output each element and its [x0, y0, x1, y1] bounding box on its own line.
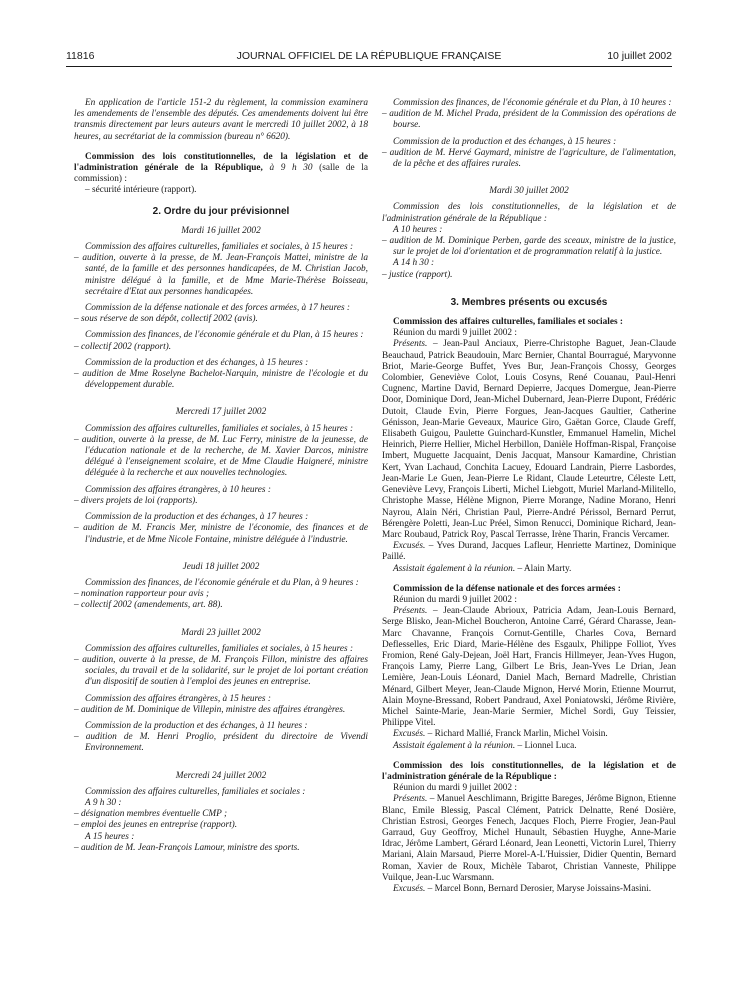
- agenda-item: – audition de M. Michel Prada, président de la Commission des opérations de bourse.: [382, 109, 676, 131]
- commission-entry: Commission des lois constitutionnelles, de la législation et de l'administration générale de la République :: [382, 202, 676, 224]
- agenda-item: – audition, ouverte à la presse, de M. Luc Ferry, ministre de la jeunesse, de l'éducation nationale et de la recherche, de M. Xavier Darcos, ministre délégué à l'enseignement scolaire, et de Mme Claudie Haigneré, ministre déléguée à la recherche et aux nouvelles technologies.: [74, 434, 368, 479]
- left-column: [74, 98, 368, 854]
- journal-title: JOURNAL OFFICIEL DE LA RÉPUBLIQUE FRANÇAISE: [236, 50, 502, 62]
- agenda-item: – désignation membres éventuelle CMP ;: [74, 809, 228, 820]
- excused-list: [382, 729, 676, 740]
- commission-entry: Commission de la production et des échanges, à 15 heures :: [85, 357, 309, 368]
- lois-heading-time: à 9 h 30: [269, 163, 313, 174]
- attending-label: Assistait également à la réunion.: [393, 740, 516, 751]
- time-heading: A 14 h 30 :: [393, 258, 435, 269]
- present-label: Présents.: [393, 339, 428, 350]
- issue-date: 10 juillet 2002: [607, 50, 672, 62]
- time-heading: A 10 heures :: [393, 224, 443, 235]
- commission-entry: Commission des finances, de l'économie générale et du Plan, à 9 heures :: [85, 577, 359, 588]
- agenda-item: – audition de M. Jean-François Lamour, ministre des sports.: [74, 842, 300, 853]
- excused-names: – Yves Durand, Jacques Lafleur, Henriette Martinez, Dominique Paillé.: [382, 541, 676, 563]
- excused-label: Excusés.: [393, 729, 426, 740]
- commission-entry: Commission des affaires culturelles, familiales et sociales :: [85, 786, 306, 797]
- time-heading: A 9 h 30 :: [85, 797, 122, 808]
- commission-entry: Commission des affaires culturelles, familiales et sociales, à 15 heures :: [85, 242, 354, 253]
- agenda-item: – audition, ouverte à la presse, de M. François Fillon, ministre des affaires sociales, du travail et de la solidarité, sur le projet de loi portant création d'un dispositif de soutien à l'emploi des jeunes en entreprise.: [74, 654, 368, 688]
- attendance-commission-title: Commission des lois constitutionnelles, de la législation et de l'administration générale de la République :: [382, 760, 676, 782]
- excused-names: – Richard Mallié, Franck Marlin, Michel Voisin.: [425, 729, 608, 740]
- day-heading: Mardi 30 juillet 2002: [489, 186, 569, 197]
- commission-entry: Commission de la production et des échanges, à 15 heures :: [393, 136, 617, 147]
- excused-list: [382, 541, 676, 563]
- attendance-commission-title: Commission des affaires culturelles, familiales et sociales :: [393, 317, 623, 328]
- present-label: Présents.: [393, 606, 428, 617]
- attendance-commission-title: Commission de la défense nationale et des forces armées :: [393, 583, 621, 594]
- page-header: [66, 50, 672, 66]
- lois-heading-bold: Commission des lois constitutionnelles, de la législation et de l'administration générale de la République,: [74, 151, 368, 174]
- lois-commission-heading: [74, 152, 368, 186]
- agenda-item: – emploi des jeunes en entreprise (rapport).: [74, 820, 238, 831]
- attending-list: [382, 741, 676, 752]
- present-list: [382, 339, 676, 541]
- excused-label: Excusés.: [393, 541, 426, 552]
- present-label: Présents.: [393, 794, 428, 805]
- time-heading: A 15 heures :: [85, 831, 135, 842]
- present-list: [382, 606, 676, 729]
- intro-paragraph: En application de l'article 151-2 du règlement, la commission examinera les amendements de l'ensemble des députés. Ces amendements doivent lui être transmis directement par leurs auteurs avant le mercredi 10 juillet 2002, à 18 heures, au secrétariat de la commission (bureau n° 6620).: [74, 98, 368, 142]
- excused-names: – Marcel Bonn, Bernard Derosier, Maryse Joissains-Masini.: [425, 884, 652, 894]
- excused-label: Excusés.: [393, 884, 426, 894]
- day-heading: Mardi 16 juillet 2002: [181, 225, 261, 236]
- present-names: – Manuel Aeschlimann, Brigitte Bareges, Jérôme Bignon, Etienne Blanc, Emile Blessig, Pascal Clément, Patrick Delnatte, René Dosière, Christian Estrosi, Georges Fenech, Jacques Floch, Pierre Frogier, Jean-Paul Garraud, Guy Geoffroy, Michel Hunault, Sébastien Huyghe, Anne-Marie Idrac, Jérôme Lambert, Gérard Léonard, Jean Leonetti, Victorin Lurel, Thierry Mariani, Alain Marsaud, Pierre Morel-A-L'Huissier, Didier Quentin, Bernard Roman, Xavier de Roux, Michèle Tabarot, Christian Vanneste, Philippe Vuilque, Jean-Luc Warsmann.: [382, 794, 676, 883]
- section-3-title: 3. Membres présents ou excusés: [450, 296, 608, 308]
- commission-entry: Commission des finances, de l'économie générale et du Plan, à 10 heures :: [393, 98, 672, 108]
- agenda-item: – divers projets de loi (rapports).: [74, 495, 198, 506]
- agenda-item: – audition de M. Hervé Gaymard, ministre de l'agriculture, de l'alimentation, de la pêche et des affaires rurales.: [382, 147, 676, 170]
- agenda-item: – audition de Mme Roselyne Bachelot-Narquin, ministre de l'écologie et du développement durable.: [74, 369, 368, 391]
- header-rule: [66, 66, 672, 67]
- commission-entry: Commission des affaires étrangères, à 10 heures :: [85, 484, 271, 495]
- agenda-item: – sécurité intérieure (rapport).: [85, 185, 197, 196]
- commission-entry: Commission de la production et des échanges, à 17 heures :: [85, 512, 309, 523]
- agenda-item: – collectif 2002 (amendements, art. 88).: [74, 600, 223, 611]
- meeting-date: Réunion du mardi 9 juillet 2002 :: [393, 783, 517, 794]
- commission-entry: Commission des finances, de l'économie générale et du Plan, à 15 heures :: [85, 330, 364, 341]
- meeting-date: Réunion du mardi 9 juillet 2002 :: [393, 594, 517, 605]
- excused-list: [382, 884, 676, 895]
- commission-entry: Commission des affaires culturelles, familiales et sociales, à 15 heures :: [85, 643, 354, 654]
- lois-heading-rest: (salle de la commission) :: [74, 163, 369, 185]
- agenda-item: – audition de M. Dominique de Villepin, ministre des affaires étrangères.: [74, 704, 346, 715]
- agenda-item: – audition de M. Dominique Perben, garde des sceaux, ministre de la justice, sur le projet de loi d'orientation et de programmation relatif à la justice.: [382, 236, 676, 258]
- day-heading: Mardi 23 juillet 2002: [181, 627, 261, 638]
- commission-entry: Commission de la défense nationale et des forces armées, à 17 heures :: [85, 303, 351, 314]
- agenda-item: – sous réserve de son dépôt, collectif 2002 (avis).: [74, 314, 258, 325]
- present-names: – Jean-Paul Anciaux, Pierre-Christophe Baguet, Jean-Claude Beauchaud, Patrick Beaudouin, Marc Bernier, Chantal Bourragué, Maryvonne Briot, Marie-George Buffet, Yves Bur, Jean-François Chossy, Georges Colombier, Geneviève Colot, Louis Cosyns, René Couanau, Paul-Henri Cugnenc, Martine David, Bernard Depierre, Jacques Domergue, Jean-Pierre Door, Dominique Dord, Jean-Michel Dubernard, Jean-Pierre Dupont, Frédéric Dutoit, Claude Evin, Pierre Forgues, Jean-Jacques Gaultier, Catherine Génisson, Jean-Marie Geveaux, Maurice Giro, Gaëtan Gorce, Claude Greff, Elisabeth Guigou, Paulette Guinchard-Kunstler, Emmanuel Hamelin, Michel Heinrich, Pierre Hellier, Michel Herbillon, Danièle Hoffman-Rispal, Françoise Imbert, Muguette Jacquaint, Denis Jacquat, Mansour Kamardine, Christian Kert, Yvan Lachaud, Conchita Lacuey, Edouard Landrain, Pierre Lasbordes, Jean-Marie Le Guen, Jean-Pierre Le Ridant, Claude Leteurtre, Céleste Lett, Geneviève Levy, François Liberti, Michel Liebgott, Muriel Marland-Militello, Christophe Masse, Hélène Mignon, Pierre Morange, Nadine Morano, Henri Nayrou, Alain Néri, Christian Paul, Pierre-André Périssol, Bernard Perrut, Bérengère Poletti, Jean-Luc Préel, Simon Renucci, Dominique Richard, Jean-Marc Roubaud, Patrick Roy, Pascal Terrasse, Irène Tharin, Francis Vercamer.: [382, 339, 676, 540]
- attending-list: [382, 564, 676, 575]
- commission-entry: Commission de la production et des échanges, à 11 heures :: [85, 720, 308, 731]
- agenda-item: – audition, ouverte à la presse, de M. Jean-François Mattei, ministre de la santé, de la famille et des personnes handicapées, de M. Christian Jacob, ministre délégué à la famille, et de Mme Marie-Thérèse Boisseau, secrétaire d'Etat aux personnes handicapées.: [74, 253, 368, 297]
- day-heading: Mercredi 17 juillet 2002: [175, 407, 267, 418]
- agenda-item: – audition de M. Henri Proglio, président du directoire de Vivendi Environnement.: [74, 732, 368, 754]
- commission-entry: Commission des affaires culturelles, familiales et sociales, à 15 heures :: [85, 423, 354, 434]
- attending-label: Assistait également à la réunion.: [393, 563, 516, 574]
- attending-names: – Alain Marty.: [515, 563, 572, 574]
- present-names: – Jean-Claude Abrioux, Patricia Adam, Jean-Louis Bernard, Serge Blisko, Jean-Michel Boucheron, Antoine Carré, Gérard Charasse, Jean-Marc Chavanne, François Cornut-Gentille, Charles Cova, Bernard Deflesselles, Eric Diard, Marie-Hélène des Esgaulx, Philippe Folliot, Yves Fromion, René Galy-Dejean, Joël Hart, Francis Hillmeyer, Jean-Yves Hugon, François Lamy, Pierre Lang, Gilbert Le Bris, Jean-Yves Le Drian, Jean Lemière, Jean-Louis Léonard, Daniel Mach, Bernard Madrelle, Christian Ménard, Gilbert Meyer, Jean-Claude Mignon, Hervé Morin, Etienne Mourrut, Alain Moyne-Bressand, Robert Pandraud, Axel Poniatowski, Jérôme Rivière, Michel Sainte-Marie, Jean-Marie Sermier, Michel Sordi, Guy Teissier, Philippe Vitel.: [382, 606, 676, 729]
- agenda-item: – justice (rapport).: [382, 269, 453, 280]
- attending-names: – Lionnel Luca.: [515, 740, 577, 751]
- agenda-item: – collectif 2002 (rapport).: [74, 341, 172, 352]
- right-column: [382, 98, 676, 895]
- agenda-item: – audition de M. Francis Mer, ministre de l'économie, des finances et de l'industrie, et de Mme Nicole Fontaine, ministre déléguée à l'industrie.: [74, 523, 368, 545]
- section-2-title: 2. Ordre du jour prévisionnel: [152, 205, 290, 217]
- meeting-date: Réunion du mardi 9 juillet 2002 :: [393, 328, 517, 339]
- commission-entry: Commission des affaires étrangères, à 15 heures :: [85, 693, 271, 704]
- present-list: [382, 794, 676, 884]
- agenda-item: – nomination rapporteur pour avis ;: [74, 589, 210, 600]
- page-number: 11816: [66, 50, 95, 62]
- day-heading: Mercredi 24 juillet 2002: [175, 770, 267, 781]
- day-heading: Jeudi 18 juillet 2002: [182, 561, 260, 572]
